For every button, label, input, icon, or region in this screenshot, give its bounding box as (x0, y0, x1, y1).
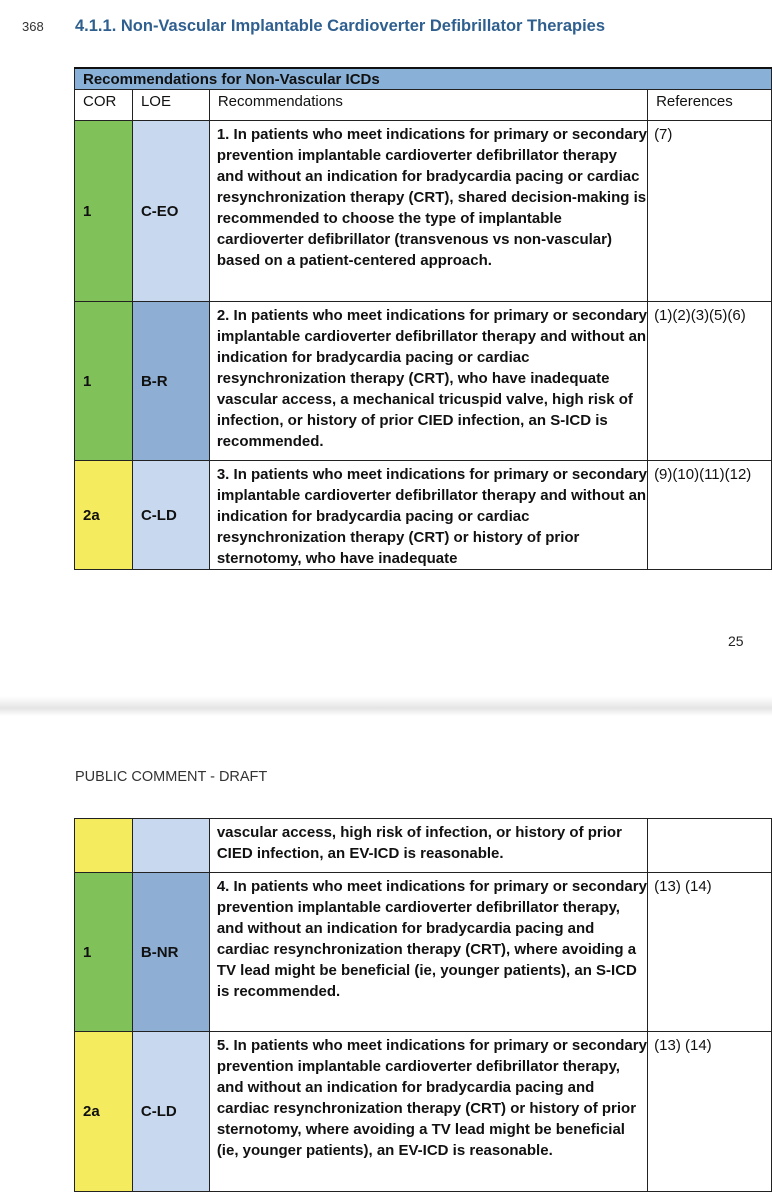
draft-label: PUBLIC COMMENT - DRAFT (75, 769, 268, 785)
loe-cell: C-LD (132, 461, 209, 570)
references-cell: (13) (14) (648, 1032, 772, 1192)
recommendation-text: 5. In patients who meet indications for primary or secondary prevention implantable cardioverter defibrillator therapy, and without an indication for bradycardia pacing and cardiac resynchronization therapy (CRT) or history of prior sternotomy, where avoiding a TV lead might be beneficial (ie, younger patients), an EV-ICD is reasonable. (209, 1032, 647, 1192)
loe-cell: B-NR (132, 873, 209, 1032)
references-cell: (13) (14) (648, 873, 772, 1032)
line-number: 368 (22, 19, 44, 34)
recommendation-text: vascular access, high risk of infection, or history of prior CIED infection, an EV-ICD is reasonable. (209, 819, 647, 873)
table-row (75, 461, 772, 570)
recommendations-table-continued (74, 818, 772, 1192)
recommendation-text: 2. In patients who meet indications for primary or secondary implantable cardioverter defibrillator therapy and without an indication for bradycardia pacing or cardiac resynchronization therapy (CRT), who have inadequate vascular access, a mechanical tricuspid valve, high risk of infection, or history of prior CIED infection, an S-ICD is recommended. (209, 302, 647, 461)
table-header-row (75, 90, 772, 121)
cor-cell: 1 (75, 873, 133, 1032)
recommendation-text: 3. In patients who meet indications for primary or secondary implantable cardioverter defibrillator therapy and without an indication for bradycardia pacing or cardiac resynchronization therapy (CRT) or history of prior sternotomy, who have inadequate (209, 461, 647, 570)
cor-cell (75, 819, 133, 873)
page-number: 25 (728, 633, 744, 649)
header-recommendations: Recommendations (209, 90, 647, 121)
table-row (75, 1032, 772, 1192)
loe-cell: B-R (132, 302, 209, 461)
cor-cell: 1 (75, 121, 133, 302)
cor-cell: 1 (75, 302, 133, 461)
cor-cell: 2a (75, 1032, 133, 1192)
page-break (0, 696, 772, 716)
section-title: 4.1.1. Non-Vascular Implantable Cardioverter Defibrillator Therapies (75, 17, 606, 35)
cor-cell: 2a (75, 461, 133, 570)
recommendations-table (74, 67, 772, 570)
references-cell (648, 819, 772, 873)
table-row (75, 873, 772, 1032)
loe-cell: C-LD (132, 1032, 209, 1192)
references-cell: (9)(10)(11)(12) (648, 461, 772, 570)
loe-cell: C-EO (132, 121, 209, 302)
table-row (75, 819, 772, 873)
references-cell: (1)(2)(3)(5)(6) (648, 302, 772, 461)
header-references: References (648, 90, 772, 121)
loe-cell (132, 819, 209, 873)
header-cor: COR (75, 90, 133, 121)
recommendation-text: 1. In patients who meet indications for primary or secondary prevention implantable cardioverter defibrillator therapy and without an indication for bradycardia pacing or cardiac resynchronization therapy (CRT), shared decision-making is recommended to choose the type of implantable cardioverter defibrillator (transvenous vs non-vascular) based on a patient-centered approach. (209, 121, 647, 302)
recommendation-text: 4. In patients who meet indications for primary or secondary prevention implantable cardioverter defibrillator therapy, and without an indication for bradycardia pacing and cardiac resynchronization therapy (CRT), where avoiding a TV lead might be beneficial (ie, younger patients), an S-ICD is recommended. (209, 873, 647, 1032)
references-cell: (7) (648, 121, 772, 302)
table-row (75, 121, 772, 302)
header-loe: LOE (132, 90, 209, 121)
table-row (75, 302, 772, 461)
table-caption: Recommendations for Non-Vascular ICDs (75, 68, 772, 90)
